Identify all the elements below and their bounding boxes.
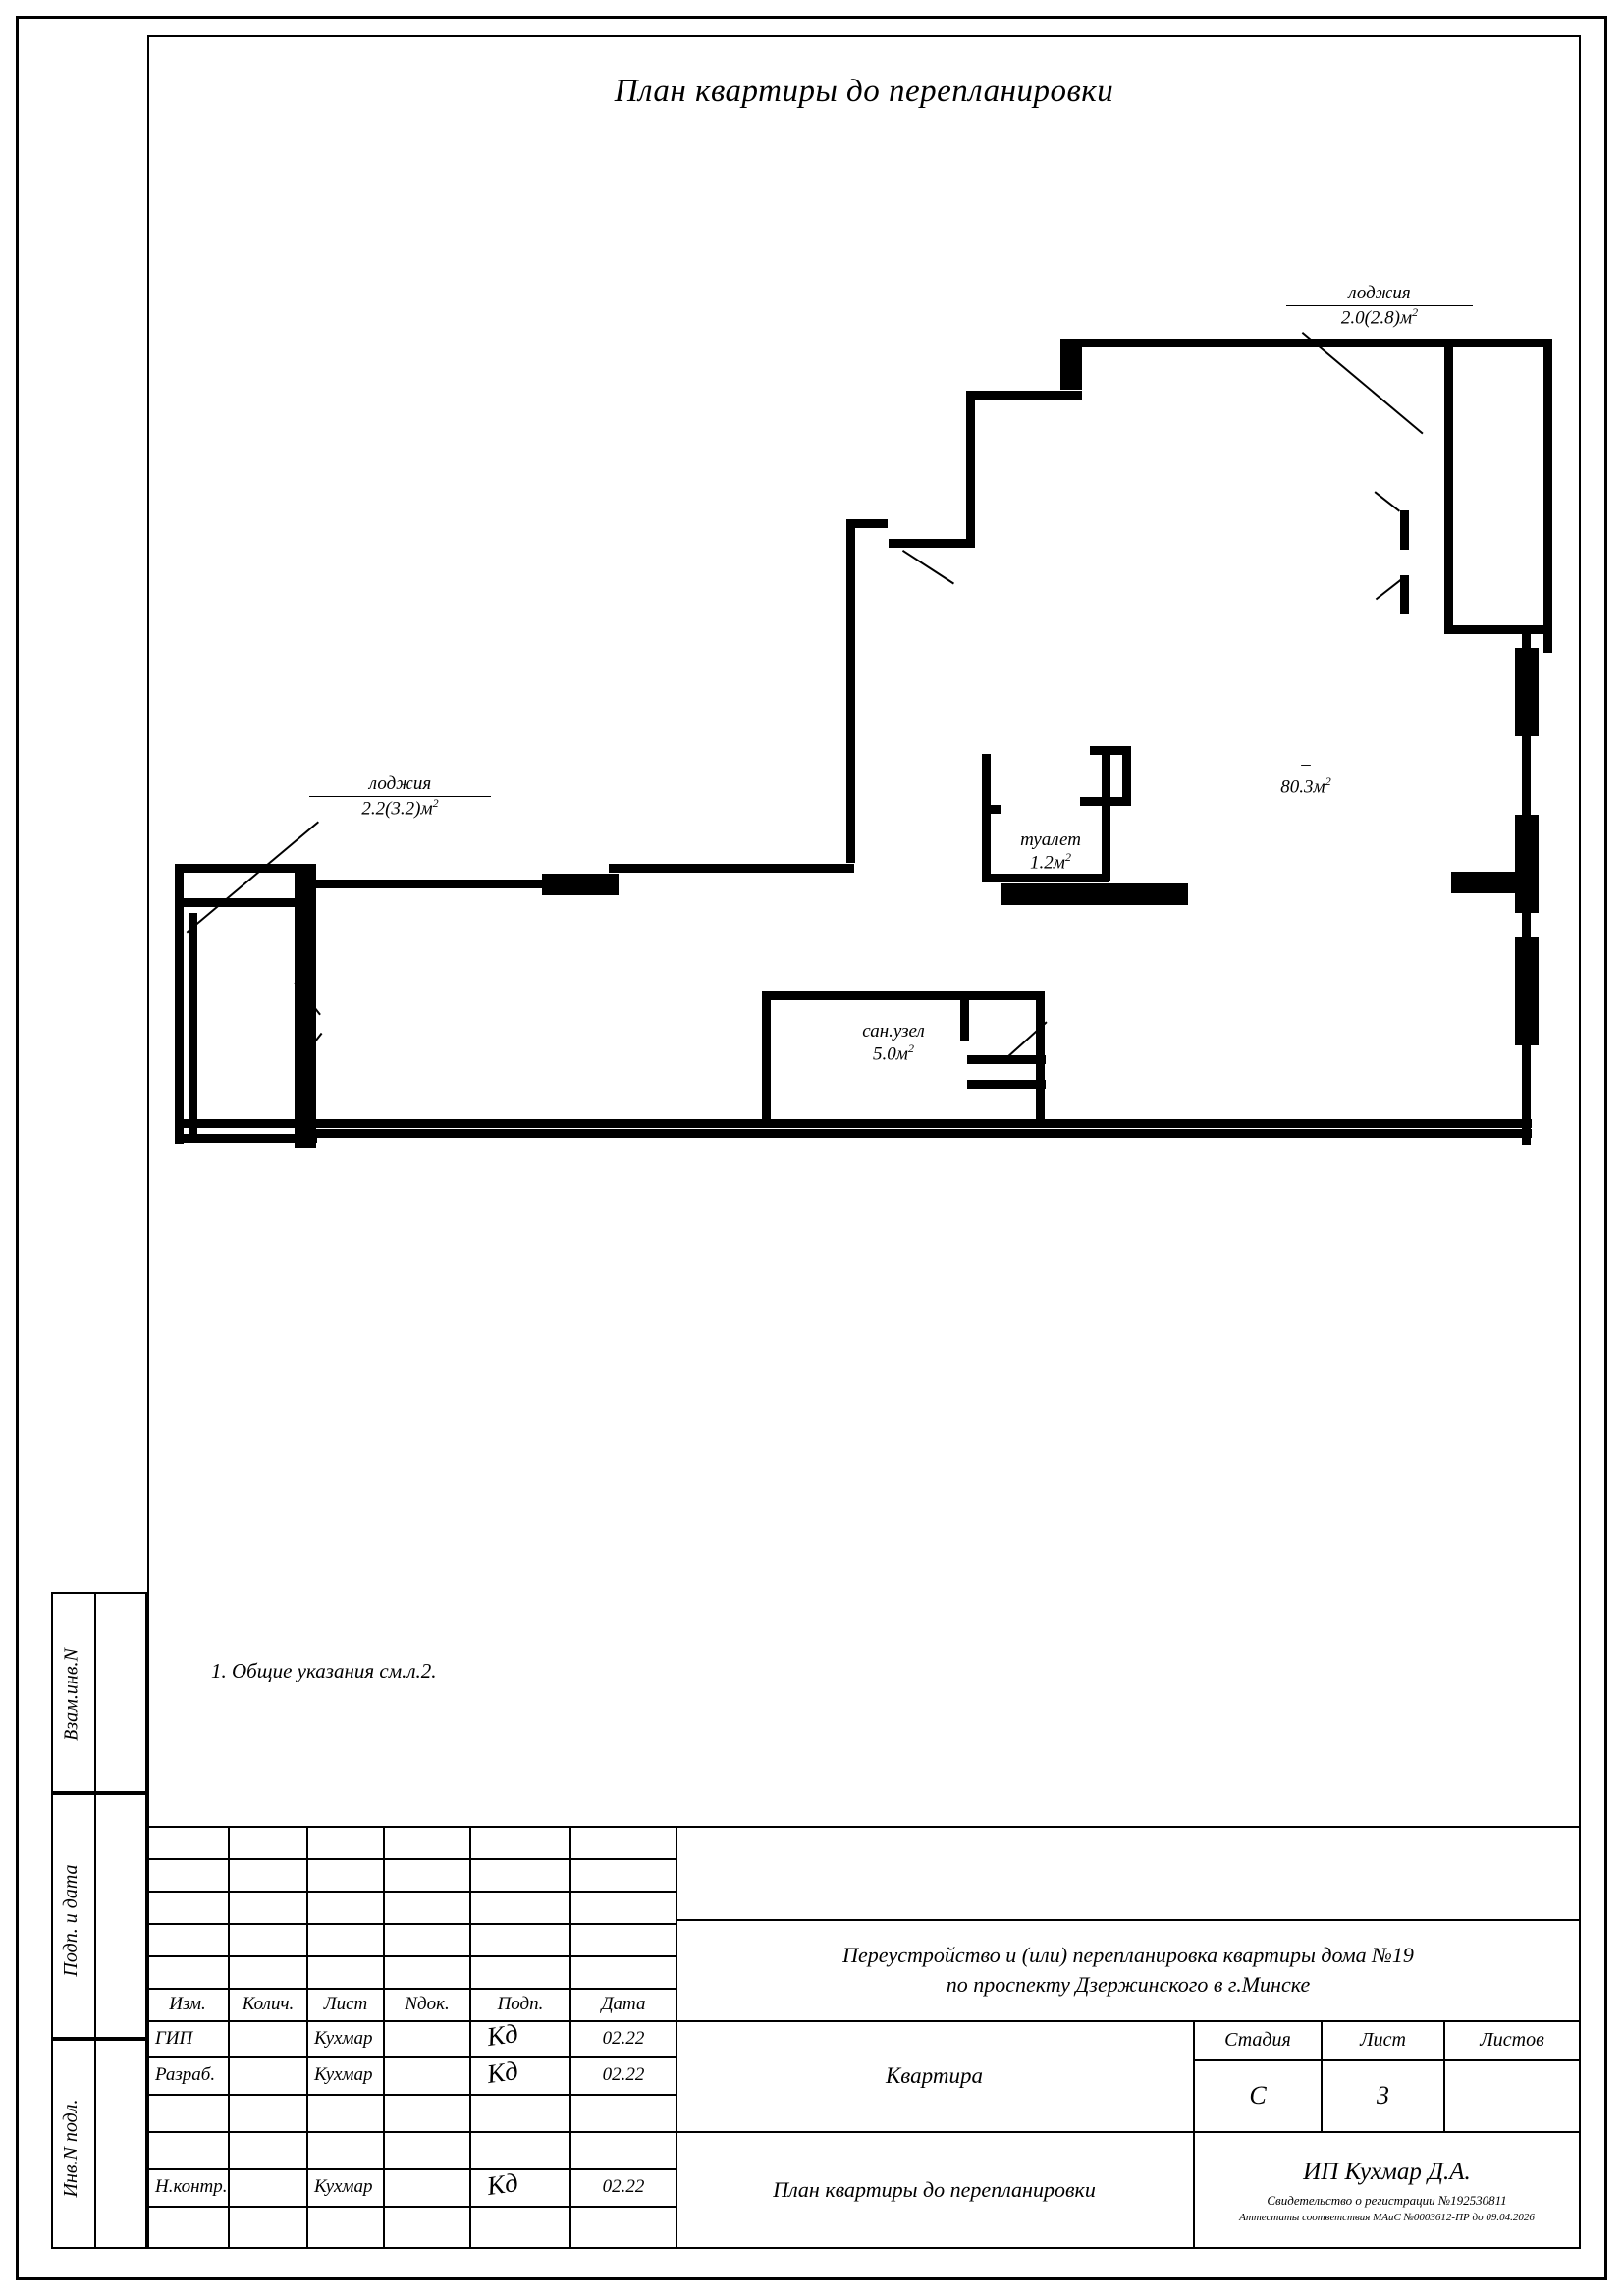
- company-registration: Свидетельство о регистрации №192530811: [1267, 2192, 1507, 2208]
- wall: [1444, 339, 1453, 437]
- object-title-line1: Переустройство и (или) перепланировка квартиры дома №19: [842, 1943, 1414, 1968]
- stage-label: Стадия: [1224, 2028, 1291, 2051]
- wall: [762, 991, 771, 1119]
- wall: [1451, 872, 1532, 893]
- wall: [967, 1080, 1046, 1089]
- wall: [1444, 625, 1552, 634]
- wall: [968, 991, 1045, 1000]
- room-label-main: – $80.3м^2$: [1280, 754, 1331, 798]
- tb-hline: [147, 1858, 676, 1860]
- tb-vline: [469, 1826, 471, 2249]
- callout-area-sup: 2: [1412, 304, 1419, 319]
- strip-sign-date-ext: [96, 1793, 147, 2039]
- strip-replaced-inv-ext: [96, 1592, 147, 1793]
- room-label-toilet: [992, 829, 1109, 874]
- tb-hline: [147, 2094, 676, 2096]
- role-person-1: Кухмар: [314, 2064, 373, 2085]
- signature-3: Кд: [484, 2166, 520, 2202]
- wall: [846, 519, 888, 528]
- section-title: Квартира: [886, 2062, 983, 2088]
- callout-label: лоджия: [309, 774, 491, 797]
- drawing-title: План квартиры до перепланировки: [773, 2177, 1096, 2202]
- company-certificates: Аттестаты соответствия МАиС №0003612-ПР до 09.04.2026: [1239, 2212, 1535, 2224]
- callout-area: 2.0(2.8)м: [1340, 307, 1413, 329]
- room-name: сан.узел: [862, 1021, 925, 1041]
- wall: [295, 1129, 1532, 1138]
- room-area-sup: 2: [1064, 849, 1071, 864]
- wall: [175, 864, 302, 873]
- wall: [1543, 339, 1552, 653]
- wall: [1001, 883, 1188, 905]
- wall: [762, 991, 968, 1000]
- wall: [189, 913, 197, 1139]
- rev-header-izm: Изм.: [169, 1993, 206, 2014]
- wall: [982, 754, 991, 881]
- rev-header-kolich: Колич.: [242, 1993, 295, 2014]
- wall: [295, 1065, 316, 1148]
- role-person-3: Кухмар: [314, 2176, 373, 2197]
- room-area-sup: 2: [907, 1041, 914, 1055]
- strip-sign-date-label: Подп. и дата: [60, 1864, 81, 1977]
- rev-header-podp: Подп.: [497, 1993, 544, 2014]
- tb-hline: [147, 1955, 676, 1957]
- page-title: План квартиры до перепланировки: [614, 74, 1114, 109]
- tb-hline: [147, 2131, 676, 2133]
- object-title-line2: по проспекту Дзержинского в г.Минске: [946, 1972, 1311, 1997]
- role-date-3: 02.22: [602, 2176, 645, 2197]
- wall: [1515, 937, 1539, 1045]
- wall: [542, 874, 619, 895]
- wall: [175, 898, 184, 1144]
- wall: [1515, 815, 1539, 913]
- wall: [889, 539, 975, 548]
- wall: [1080, 797, 1131, 806]
- wall: [1400, 575, 1409, 614]
- wall: [966, 391, 1082, 400]
- signature-0: Кд: [484, 2017, 520, 2053]
- signature-1: Кд: [484, 2055, 520, 2090]
- wall: [1060, 339, 1453, 347]
- sheet-label: Лист: [1360, 2028, 1406, 2051]
- wall: [982, 805, 1001, 814]
- callout-loggia-left: [309, 774, 491, 820]
- wall: [609, 864, 854, 873]
- stage-value: С: [1249, 2081, 1267, 2109]
- tb-hline: [147, 1891, 676, 1893]
- sheets-label: Листов: [1480, 2028, 1544, 2051]
- role-person-0: Кухмар: [314, 2027, 373, 2049]
- room-area: 5.0м: [873, 1043, 908, 1065]
- role-name-1: Разраб.: [155, 2064, 216, 2085]
- wall: [1444, 428, 1453, 634]
- wall: [846, 539, 855, 863]
- rev-header-data: Дата: [601, 1993, 646, 2014]
- role-date-1: 02.22: [602, 2064, 645, 2085]
- room-area: 1.2м: [1030, 852, 1065, 874]
- tb-hline: [147, 2206, 676, 2208]
- wall: [1515, 648, 1539, 736]
- company-name: ИП Кухмар Д.А.: [1303, 2159, 1471, 2186]
- room-area-sup: 2: [1325, 774, 1331, 788]
- wall: [1400, 510, 1409, 550]
- wall: [1444, 339, 1552, 347]
- sheet-value: 3: [1377, 2081, 1389, 2109]
- role-name-3: Н.контр.: [155, 2176, 228, 2197]
- wall: [966, 391, 975, 548]
- role-date-0: 02.22: [602, 2027, 645, 2049]
- room-area: 80.3м: [1280, 776, 1325, 798]
- tb-vline: [306, 1826, 308, 2249]
- strip-inv-podl-ext: [96, 2039, 147, 2249]
- strip-replaced-inv-label: Взам.инв.N: [60, 1648, 82, 1741]
- company-block: [1195, 2131, 1579, 2249]
- role-name-0: ГИП: [155, 2027, 193, 2049]
- callout-label: лоджия: [1286, 283, 1473, 306]
- object-title: [677, 1921, 1579, 2019]
- rev-header-ndok: Nдок.: [405, 1993, 450, 2014]
- wall: [1122, 746, 1131, 803]
- tb-hline: [147, 1923, 676, 1925]
- callout-area: 2.2(3.2)м: [361, 798, 433, 820]
- sheets-value: [1445, 2061, 1579, 2130]
- wall: [982, 874, 1109, 882]
- general-note: 1. Общие указания см.л.2.: [211, 1659, 437, 1682]
- callout-area-sup: 2: [432, 795, 439, 810]
- callout-loggia-right: [1286, 283, 1473, 329]
- rev-header-list: Лист: [323, 1993, 368, 2014]
- room-name: туалет: [1020, 829, 1081, 850]
- wall: [295, 1119, 1532, 1128]
- strip-inv-podl-label: Инв.N подл.: [60, 2099, 81, 2198]
- room-label-bathroom: [815, 1021, 972, 1065]
- wall: [175, 898, 302, 907]
